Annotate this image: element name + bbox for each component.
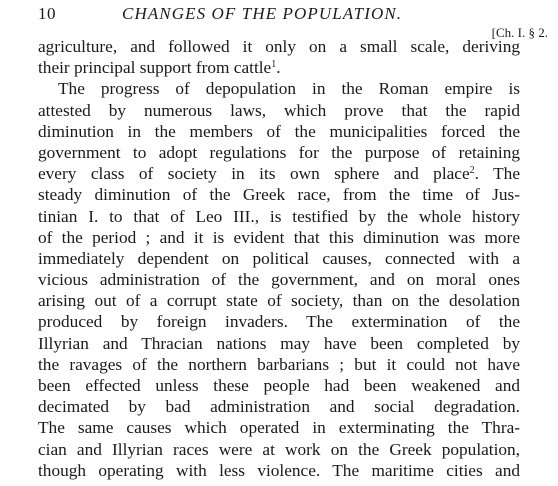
text-line-tail: . The	[474, 164, 520, 184]
text-line-content: every class of society in its own sphere and place	[38, 164, 470, 184]
page-number: 10	[38, 4, 56, 23]
text-line: Illyrian and Thracian nations may have been completed by	[38, 333, 520, 353]
text-line: steady diminution of the Greek race, from the time of Jus-	[38, 185, 520, 205]
text-line: tinian I. to that of Leo III., is testified by the whole history	[38, 206, 520, 226]
text-line: decimated by bad administration and social degradation.	[38, 397, 520, 417]
section-reference: [Ch. I. § 2.	[491, 25, 548, 40]
text-line: agriculture, and followed it only on a small scale, deriving	[38, 37, 520, 56]
body-text	[0, 36, 558, 481]
text-line: government to adopt regulations for the purpose of retaining	[38, 142, 520, 162]
text-line: diminution in the members of the municipalities forced the	[38, 121, 520, 141]
text-line	[0, 163, 558, 184]
paragraph-first-line: The progress of depopulation in the Roman empire is	[58, 79, 520, 99]
running-head	[38, 4, 552, 40]
text-line: cian and Illyrian races were at work on the Greek population,	[38, 439, 520, 459]
footnote-ref: 2	[469, 165, 475, 177]
text-line: immediately dependent on political causes, connected with a	[38, 248, 520, 268]
running-title: CHANGES OF THE POPULATION.	[122, 4, 403, 23]
text-line: the ravages of the northern barbarians ; but it could not have	[38, 354, 520, 374]
text-line: attested by numerous laws, which prove that the rapid	[38, 100, 520, 120]
text-line: arising out of a corrupt state of society, than on the desolation	[38, 291, 520, 311]
text-line: vicious administration of the government, and on moral ones	[38, 270, 520, 290]
text-line: The same causes which operated in exterminating the Thra-	[38, 418, 520, 438]
text-line: produced by foreign invaders. The extermination of the	[38, 312, 520, 332]
footnote-ref: 1	[271, 59, 277, 71]
text-line: their principal support from cattle$^1$.	[38, 58, 281, 78]
text-line-content: their principal support from cattle	[38, 58, 272, 78]
text-line: though operating with less violence. The maritime cities and	[38, 460, 520, 480]
text-line: of the period ; and it is evident that this diminution was more	[38, 227, 520, 247]
text-line: been effected unless these people had been weakened and	[38, 376, 520, 395]
